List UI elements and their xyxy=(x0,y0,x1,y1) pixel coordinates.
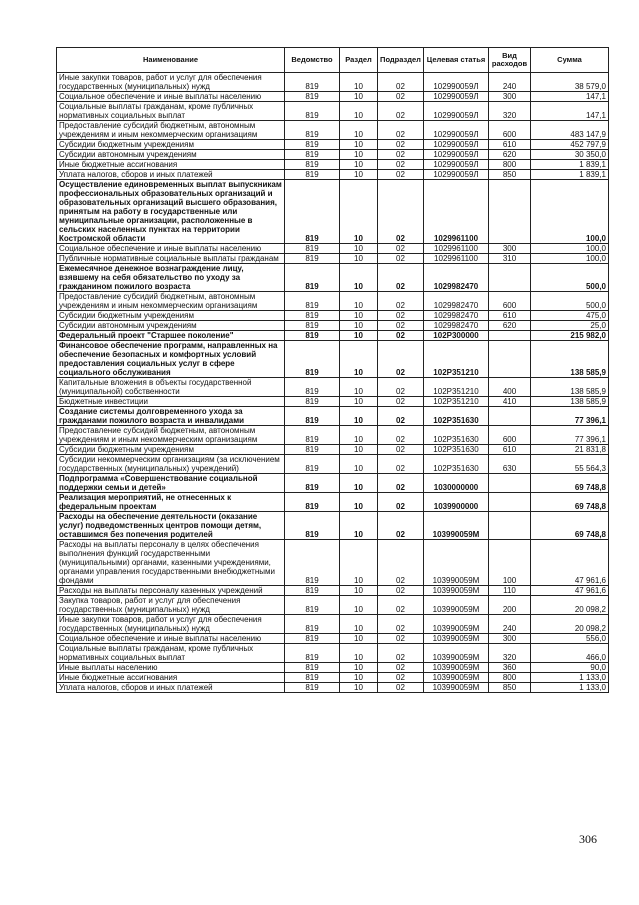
cell-vid-rashodov: 600 xyxy=(489,292,531,311)
cell-podrazdel: 02 xyxy=(378,254,424,264)
cell-razdel: 10 xyxy=(340,683,378,693)
cell-name: Социальное обеспечение и иные выплаты населению xyxy=(57,634,285,644)
cell-razdel: 10 xyxy=(340,170,378,180)
cell-vid-rashodov xyxy=(489,264,531,292)
table-row xyxy=(57,180,609,244)
cell-name: Субсидии автономным учреждениям xyxy=(57,150,285,160)
cell-vedomstvo: 819 xyxy=(285,596,340,615)
cell-vid-rashodov: 620 xyxy=(489,321,531,331)
header-podrazdel: Подраздел xyxy=(378,48,424,73)
cell-vid-rashodov: 850 xyxy=(489,683,531,693)
cell-summa: 69 748,8 xyxy=(531,474,609,493)
cell-razdel: 10 xyxy=(340,474,378,493)
cell-razdel: 10 xyxy=(340,140,378,150)
cell-vedomstvo: 819 xyxy=(285,311,340,321)
cell-podrazdel: 02 xyxy=(378,264,424,292)
cell-vid-rashodov: 300 xyxy=(489,92,531,102)
cell-name: Субсидии бюджетным учреждениям xyxy=(57,311,285,321)
cell-razdel: 10 xyxy=(340,586,378,596)
cell-summa: 466,0 xyxy=(531,644,609,663)
cell-summa: 20 098,2 xyxy=(531,596,609,615)
cell-podrazdel: 02 xyxy=(378,540,424,586)
cell-vedomstvo: 819 xyxy=(285,512,340,540)
cell-vid-rashodov: 600 xyxy=(489,121,531,140)
table-row xyxy=(57,92,609,102)
cell-summa: 47 961,6 xyxy=(531,540,609,586)
table-row xyxy=(57,634,609,644)
cell-razdel: 10 xyxy=(340,150,378,160)
cell-celevaya-statya: 102990059Л xyxy=(424,150,489,160)
cell-podrazdel: 02 xyxy=(378,244,424,254)
cell-summa: 483 147,9 xyxy=(531,121,609,140)
cell-podrazdel: 02 xyxy=(378,615,424,634)
cell-celevaya-statya: 103990059М xyxy=(424,673,489,683)
cell-summa: 100,0 xyxy=(531,244,609,254)
table-row xyxy=(57,73,609,92)
cell-celevaya-statya: 102P351630 xyxy=(424,455,489,474)
cell-razdel: 10 xyxy=(340,426,378,445)
cell-podrazdel: 02 xyxy=(378,73,424,92)
cell-vedomstvo: 819 xyxy=(285,455,340,474)
cell-summa: 138 585,9 xyxy=(531,341,609,378)
cell-vedomstvo: 819 xyxy=(285,644,340,663)
cell-summa: 500,0 xyxy=(531,292,609,311)
cell-vedomstvo: 819 xyxy=(285,121,340,140)
cell-vid-rashodov: 320 xyxy=(489,644,531,663)
cell-name: Ежемесячное денежное вознаграждение лицу, взявшему на себя обязательство по уходу за гражданином пожилого возраста xyxy=(57,264,285,292)
cell-podrazdel: 02 xyxy=(378,586,424,596)
cell-razdel: 10 xyxy=(340,540,378,586)
page-number: 306 xyxy=(579,832,597,846)
cell-vid-rashodov: 300 xyxy=(489,244,531,254)
cell-podrazdel: 02 xyxy=(378,455,424,474)
cell-vedomstvo: 819 xyxy=(285,426,340,445)
cell-name: Иные закупки товаров, работ и услуг для обеспечения государственных (муниципальных) нужд xyxy=(57,615,285,634)
cell-vedomstvo: 819 xyxy=(285,180,340,244)
cell-vedomstvo: 819 xyxy=(285,140,340,150)
cell-summa: 77 396,1 xyxy=(531,426,609,445)
cell-celevaya-statya: 103990059М xyxy=(424,683,489,693)
cell-celevaya-statya: 102990059Л xyxy=(424,160,489,170)
table-row xyxy=(57,512,609,540)
cell-razdel: 10 xyxy=(340,180,378,244)
cell-summa: 138 585,9 xyxy=(531,378,609,397)
cell-razdel: 10 xyxy=(340,673,378,683)
cell-razdel: 10 xyxy=(340,512,378,540)
table-row xyxy=(57,615,609,634)
table-row xyxy=(57,397,609,407)
cell-podrazdel: 02 xyxy=(378,311,424,321)
cell-razdel: 10 xyxy=(340,634,378,644)
cell-summa: 90,0 xyxy=(531,663,609,673)
cell-vedomstvo: 819 xyxy=(285,321,340,331)
cell-vid-rashodov: 610 xyxy=(489,311,531,321)
table-row xyxy=(57,140,609,150)
cell-vid-rashodov xyxy=(489,407,531,426)
cell-podrazdel: 02 xyxy=(378,474,424,493)
cell-celevaya-statya: 102990059Л xyxy=(424,121,489,140)
cell-vid-rashodov: 100 xyxy=(489,540,531,586)
cell-celevaya-statya: 102P351630 xyxy=(424,445,489,455)
cell-name: Субсидии автономным учреждениям xyxy=(57,321,285,331)
cell-celevaya-statya: 102P351210 xyxy=(424,341,489,378)
cell-celevaya-statya: 1029982470 xyxy=(424,292,489,311)
table-row xyxy=(57,121,609,140)
cell-name: Закупка товаров, работ и услуг для обеспечения государственных (муниципальных) нужд xyxy=(57,596,285,615)
table-row xyxy=(57,445,609,455)
cell-vedomstvo: 819 xyxy=(285,292,340,311)
cell-name: Реализация мероприятий, не отнесенных к федеральным проектам xyxy=(57,493,285,512)
cell-razdel: 10 xyxy=(340,596,378,615)
cell-vedomstvo: 819 xyxy=(285,586,340,596)
cell-razdel: 10 xyxy=(340,92,378,102)
table-row xyxy=(57,254,609,264)
cell-name: Социальное обеспечение и иные выплаты населению xyxy=(57,244,285,254)
cell-summa: 30 350,0 xyxy=(531,150,609,160)
cell-celevaya-statya: 1039900000 xyxy=(424,493,489,512)
cell-celevaya-statya: 103990059М xyxy=(424,596,489,615)
cell-celevaya-statya: 102990059Л xyxy=(424,102,489,121)
cell-name: Иные выплаты населению xyxy=(57,663,285,673)
cell-name: Иные бюджетные ассигнования xyxy=(57,160,285,170)
cell-vedomstvo: 819 xyxy=(285,445,340,455)
cell-podrazdel: 02 xyxy=(378,407,424,426)
cell-podrazdel: 02 xyxy=(378,512,424,540)
header-razdel: Раздел xyxy=(340,48,378,73)
cell-podrazdel: 02 xyxy=(378,397,424,407)
cell-vid-rashodov: 200 xyxy=(489,596,531,615)
cell-summa: 55 564,3 xyxy=(531,455,609,474)
table-row xyxy=(57,407,609,426)
cell-razdel: 10 xyxy=(340,378,378,397)
cell-vedomstvo: 819 xyxy=(285,663,340,673)
table-row xyxy=(57,426,609,445)
cell-celevaya-statya: 1029982470 xyxy=(424,264,489,292)
cell-vid-rashodov: 610 xyxy=(489,445,531,455)
cell-vid-rashodov: 410 xyxy=(489,397,531,407)
cell-vedomstvo: 819 xyxy=(285,407,340,426)
cell-podrazdel: 02 xyxy=(378,683,424,693)
cell-celevaya-statya: 1029961100 xyxy=(424,254,489,264)
cell-razdel: 10 xyxy=(340,73,378,92)
cell-vid-rashodov: 800 xyxy=(489,160,531,170)
cell-name: Осуществление единовременных выплат выпускникам профессиональных образовательных организаций и образовательных организаций высшего образования, принятым на работу в государственные или муниципальные организации, расположенные в сельских населенных пунктах на территории Костромской области xyxy=(57,180,285,244)
cell-razdel: 10 xyxy=(340,292,378,311)
cell-summa: 69 748,8 xyxy=(531,512,609,540)
cell-summa: 100,0 xyxy=(531,254,609,264)
cell-vedomstvo: 819 xyxy=(285,474,340,493)
cell-razdel: 10 xyxy=(340,102,378,121)
header-name: Наименование xyxy=(57,48,285,73)
cell-summa: 147,1 xyxy=(531,92,609,102)
cell-celevaya-statya: 102P351210 xyxy=(424,378,489,397)
cell-vedomstvo: 819 xyxy=(285,244,340,254)
cell-podrazdel: 02 xyxy=(378,180,424,244)
cell-podrazdel: 02 xyxy=(378,140,424,150)
table-row xyxy=(57,455,609,474)
cell-celevaya-statya: 1030000000 xyxy=(424,474,489,493)
cell-summa: 100,0 xyxy=(531,180,609,244)
cell-vid-rashodov: 400 xyxy=(489,378,531,397)
cell-vedomstvo: 819 xyxy=(285,615,340,634)
cell-vedomstvo: 819 xyxy=(285,150,340,160)
cell-razdel: 10 xyxy=(340,160,378,170)
table-row xyxy=(57,586,609,596)
cell-vedomstvo: 819 xyxy=(285,102,340,121)
table-row xyxy=(57,160,609,170)
cell-vid-rashodov: 300 xyxy=(489,634,531,644)
cell-name: Предоставление субсидий бюджетным, автономным учреждениям и иным некоммерческим организациям xyxy=(57,426,285,445)
cell-name: Расходы на выплаты персоналу казенных учреждений xyxy=(57,586,285,596)
cell-podrazdel: 02 xyxy=(378,493,424,512)
table-body xyxy=(57,73,609,693)
cell-name: Социальное обеспечение и иные выплаты населению xyxy=(57,92,285,102)
cell-vid-rashodov: 320 xyxy=(489,102,531,121)
cell-vedomstvo: 819 xyxy=(285,160,340,170)
header-summa: Сумма xyxy=(531,48,609,73)
cell-name: Иные бюджетные ассигнования xyxy=(57,673,285,683)
cell-vid-rashodov: 630 xyxy=(489,455,531,474)
cell-podrazdel: 02 xyxy=(378,121,424,140)
cell-name: Иные закупки товаров, работ и услуг для обеспечения государственных (муниципальных) нужд xyxy=(57,73,285,92)
cell-name: Капитальные вложения в объекты государственной (муниципальной) собственности xyxy=(57,378,285,397)
cell-name: Предоставление субсидий бюджетным, автономным учреждениям и иным некоммерческим организациям xyxy=(57,121,285,140)
cell-podrazdel: 02 xyxy=(378,292,424,311)
cell-vid-rashodov xyxy=(489,331,531,341)
cell-vedomstvo: 819 xyxy=(285,378,340,397)
cell-summa: 1 133,0 xyxy=(531,673,609,683)
table-row xyxy=(57,493,609,512)
cell-vedomstvo: 819 xyxy=(285,634,340,644)
cell-celevaya-statya: 1029961100 xyxy=(424,180,489,244)
cell-vid-rashodov: 800 xyxy=(489,673,531,683)
table-row xyxy=(57,683,609,693)
cell-celevaya-statya: 102990059Л xyxy=(424,170,489,180)
cell-vid-rashodov: 610 xyxy=(489,140,531,150)
cell-vedomstvo: 819 xyxy=(285,673,340,683)
cell-vid-rashodov xyxy=(489,341,531,378)
cell-celevaya-statya: 103990059М xyxy=(424,615,489,634)
cell-celevaya-statya: 103990059М xyxy=(424,634,489,644)
cell-summa: 1 839,1 xyxy=(531,170,609,180)
cell-razdel: 10 xyxy=(340,321,378,331)
cell-name: Субсидии некоммерческим организациям (за исключением государственных (муниципальных) учреждений) xyxy=(57,455,285,474)
cell-name: Финансовое обеспечение программ, направленных на обеспечение безопасных и комфортных условий предоставления социальных услуг в сфере социального обслуживания xyxy=(57,341,285,378)
cell-name: Бюджетные инвестиции xyxy=(57,397,285,407)
table-row xyxy=(57,292,609,311)
cell-summa: 138 585,9 xyxy=(531,397,609,407)
cell-vid-rashodov xyxy=(489,180,531,244)
cell-name: Федеральный проект "Старшее поколение" xyxy=(57,331,285,341)
cell-name: Уплата налогов, сборов и иных платежей xyxy=(57,683,285,693)
cell-vid-rashodov: 620 xyxy=(489,150,531,160)
cell-celevaya-statya: 102P351630 xyxy=(424,407,489,426)
cell-vid-rashodov xyxy=(489,493,531,512)
cell-razdel: 10 xyxy=(340,244,378,254)
table-header-row xyxy=(57,48,609,73)
cell-name: Субсидии бюджетным учреждениям xyxy=(57,140,285,150)
cell-podrazdel: 02 xyxy=(378,321,424,331)
cell-podrazdel: 02 xyxy=(378,150,424,160)
cell-name: Создание системы долговременного ухода за гражданами пожилого возраста и инвалидами xyxy=(57,407,285,426)
table-row xyxy=(57,540,609,586)
cell-name: Публичные нормативные социальные выплаты гражданам xyxy=(57,254,285,264)
cell-celevaya-statya: 1029982470 xyxy=(424,311,489,321)
cell-celevaya-statya: 103990059М xyxy=(424,586,489,596)
cell-podrazdel: 02 xyxy=(378,331,424,341)
table-row xyxy=(57,102,609,121)
budget-table xyxy=(56,47,609,693)
cell-vedomstvo: 819 xyxy=(285,73,340,92)
cell-vid-rashodov: 240 xyxy=(489,615,531,634)
cell-name: Расходы на выплаты персоналу в целях обеспечения выполнения функций государственными (муниципальными) органами, казенными учреждениями, органами управления государственными внебюджетными фондами xyxy=(57,540,285,586)
cell-summa: 69 748,8 xyxy=(531,493,609,512)
header-vedomstvo: Ведомство xyxy=(285,48,340,73)
cell-summa: 500,0 xyxy=(531,264,609,292)
cell-summa: 47 961,6 xyxy=(531,586,609,596)
cell-vedomstvo: 819 xyxy=(285,264,340,292)
table-row xyxy=(57,341,609,378)
cell-razdel: 10 xyxy=(340,311,378,321)
cell-razdel: 10 xyxy=(340,615,378,634)
table-row xyxy=(57,644,609,663)
cell-name: Уплата налогов, сборов и иных платежей xyxy=(57,170,285,180)
cell-vid-rashodov: 240 xyxy=(489,73,531,92)
table-row xyxy=(57,264,609,292)
cell-vedomstvo: 819 xyxy=(285,683,340,693)
table-row xyxy=(57,663,609,673)
table-row xyxy=(57,596,609,615)
cell-name: Социальные выплаты гражданам, кроме публичных нормативных социальных выплат xyxy=(57,102,285,121)
cell-vedomstvo: 819 xyxy=(285,540,340,586)
table-row xyxy=(57,244,609,254)
cell-vedomstvo: 819 xyxy=(285,341,340,378)
cell-razdel: 10 xyxy=(340,644,378,663)
cell-name: Предоставление субсидий бюджетным, автономным учреждениям и иным некоммерческим организациям xyxy=(57,292,285,311)
cell-razdel: 10 xyxy=(340,407,378,426)
cell-razdel: 10 xyxy=(340,445,378,455)
cell-razdel: 10 xyxy=(340,264,378,292)
cell-summa: 556,0 xyxy=(531,634,609,644)
cell-celevaya-statya: 102P351210 xyxy=(424,397,489,407)
cell-vid-rashodov xyxy=(489,474,531,493)
cell-razdel: 10 xyxy=(340,331,378,341)
table-row xyxy=(57,378,609,397)
cell-podrazdel: 02 xyxy=(378,170,424,180)
cell-summa: 25,0 xyxy=(531,321,609,331)
cell-podrazdel: 02 xyxy=(378,596,424,615)
cell-celevaya-statya: 102P300000 xyxy=(424,331,489,341)
cell-podrazdel: 02 xyxy=(378,644,424,663)
cell-podrazdel: 02 xyxy=(378,102,424,121)
cell-celevaya-statya: 102990059Л xyxy=(424,92,489,102)
cell-razdel: 10 xyxy=(340,341,378,378)
cell-summa: 147,1 xyxy=(531,102,609,121)
cell-podrazdel: 02 xyxy=(378,160,424,170)
cell-summa: 20 098,2 xyxy=(531,615,609,634)
cell-vid-rashodov: 110 xyxy=(489,586,531,596)
header-celevaya-statya: Целевая статья xyxy=(424,48,489,73)
table-row xyxy=(57,331,609,341)
cell-razdel: 10 xyxy=(340,397,378,407)
cell-podrazdel: 02 xyxy=(378,426,424,445)
cell-vedomstvo: 819 xyxy=(285,397,340,407)
cell-summa: 38 579,0 xyxy=(531,73,609,92)
table-row xyxy=(57,673,609,683)
cell-celevaya-statya: 102P351630 xyxy=(424,426,489,445)
cell-vid-rashodov: 850 xyxy=(489,170,531,180)
cell-vid-rashodov: 600 xyxy=(489,426,531,445)
cell-vid-rashodov xyxy=(489,512,531,540)
cell-vedomstvo: 819 xyxy=(285,493,340,512)
table-row xyxy=(57,311,609,321)
cell-celevaya-statya: 1029961100 xyxy=(424,244,489,254)
cell-name: Социальные выплаты гражданам, кроме публичных нормативных социальных выплат xyxy=(57,644,285,663)
cell-vedomstvo: 819 xyxy=(285,331,340,341)
cell-podrazdel: 02 xyxy=(378,634,424,644)
cell-summa: 1 839,1 xyxy=(531,160,609,170)
cell-celevaya-statya: 102990059Л xyxy=(424,73,489,92)
table-row xyxy=(57,170,609,180)
cell-podrazdel: 02 xyxy=(378,378,424,397)
cell-celevaya-statya: 103990059М xyxy=(424,644,489,663)
cell-podrazdel: 02 xyxy=(378,663,424,673)
table-row xyxy=(57,321,609,331)
cell-summa: 475,0 xyxy=(531,311,609,321)
cell-podrazdel: 02 xyxy=(378,445,424,455)
cell-vid-rashodov: 360 xyxy=(489,663,531,673)
cell-summa: 21 831,8 xyxy=(531,445,609,455)
cell-celevaya-statya: 103990059М xyxy=(424,663,489,673)
cell-razdel: 10 xyxy=(340,455,378,474)
table-row xyxy=(57,474,609,493)
cell-razdel: 10 xyxy=(340,121,378,140)
cell-celevaya-statya: 103990059М xyxy=(424,512,489,540)
cell-vedomstvo: 819 xyxy=(285,170,340,180)
cell-razdel: 10 xyxy=(340,254,378,264)
cell-summa: 77 396,1 xyxy=(531,407,609,426)
cell-summa: 452 797,9 xyxy=(531,140,609,150)
cell-vedomstvo: 819 xyxy=(285,254,340,264)
cell-vedomstvo: 819 xyxy=(285,92,340,102)
cell-name: Расходы на обеспечение деятельности (оказание услуг) подведомственных центров помощи детям, оставшимся без попечения родителей xyxy=(57,512,285,540)
cell-razdel: 10 xyxy=(340,663,378,673)
cell-summa: 215 982,0 xyxy=(531,331,609,341)
cell-name: Подпрограмма «Совершенствование социальной поддержки семьи и детей» xyxy=(57,474,285,493)
cell-celevaya-statya: 103990059М xyxy=(424,540,489,586)
cell-celevaya-statya: 1029982470 xyxy=(424,321,489,331)
cell-vid-rashodov: 310 xyxy=(489,254,531,264)
cell-celevaya-statya: 102990059Л xyxy=(424,140,489,150)
cell-podrazdel: 02 xyxy=(378,341,424,378)
cell-razdel: 10 xyxy=(340,493,378,512)
header-vid-rashodov: Вид расходов xyxy=(489,48,531,73)
cell-name: Субсидии бюджетным учреждениям xyxy=(57,445,285,455)
table-row xyxy=(57,150,609,160)
cell-podrazdel: 02 xyxy=(378,92,424,102)
cell-summa: 1 133,0 xyxy=(531,683,609,693)
cell-podrazdel: 02 xyxy=(378,673,424,683)
